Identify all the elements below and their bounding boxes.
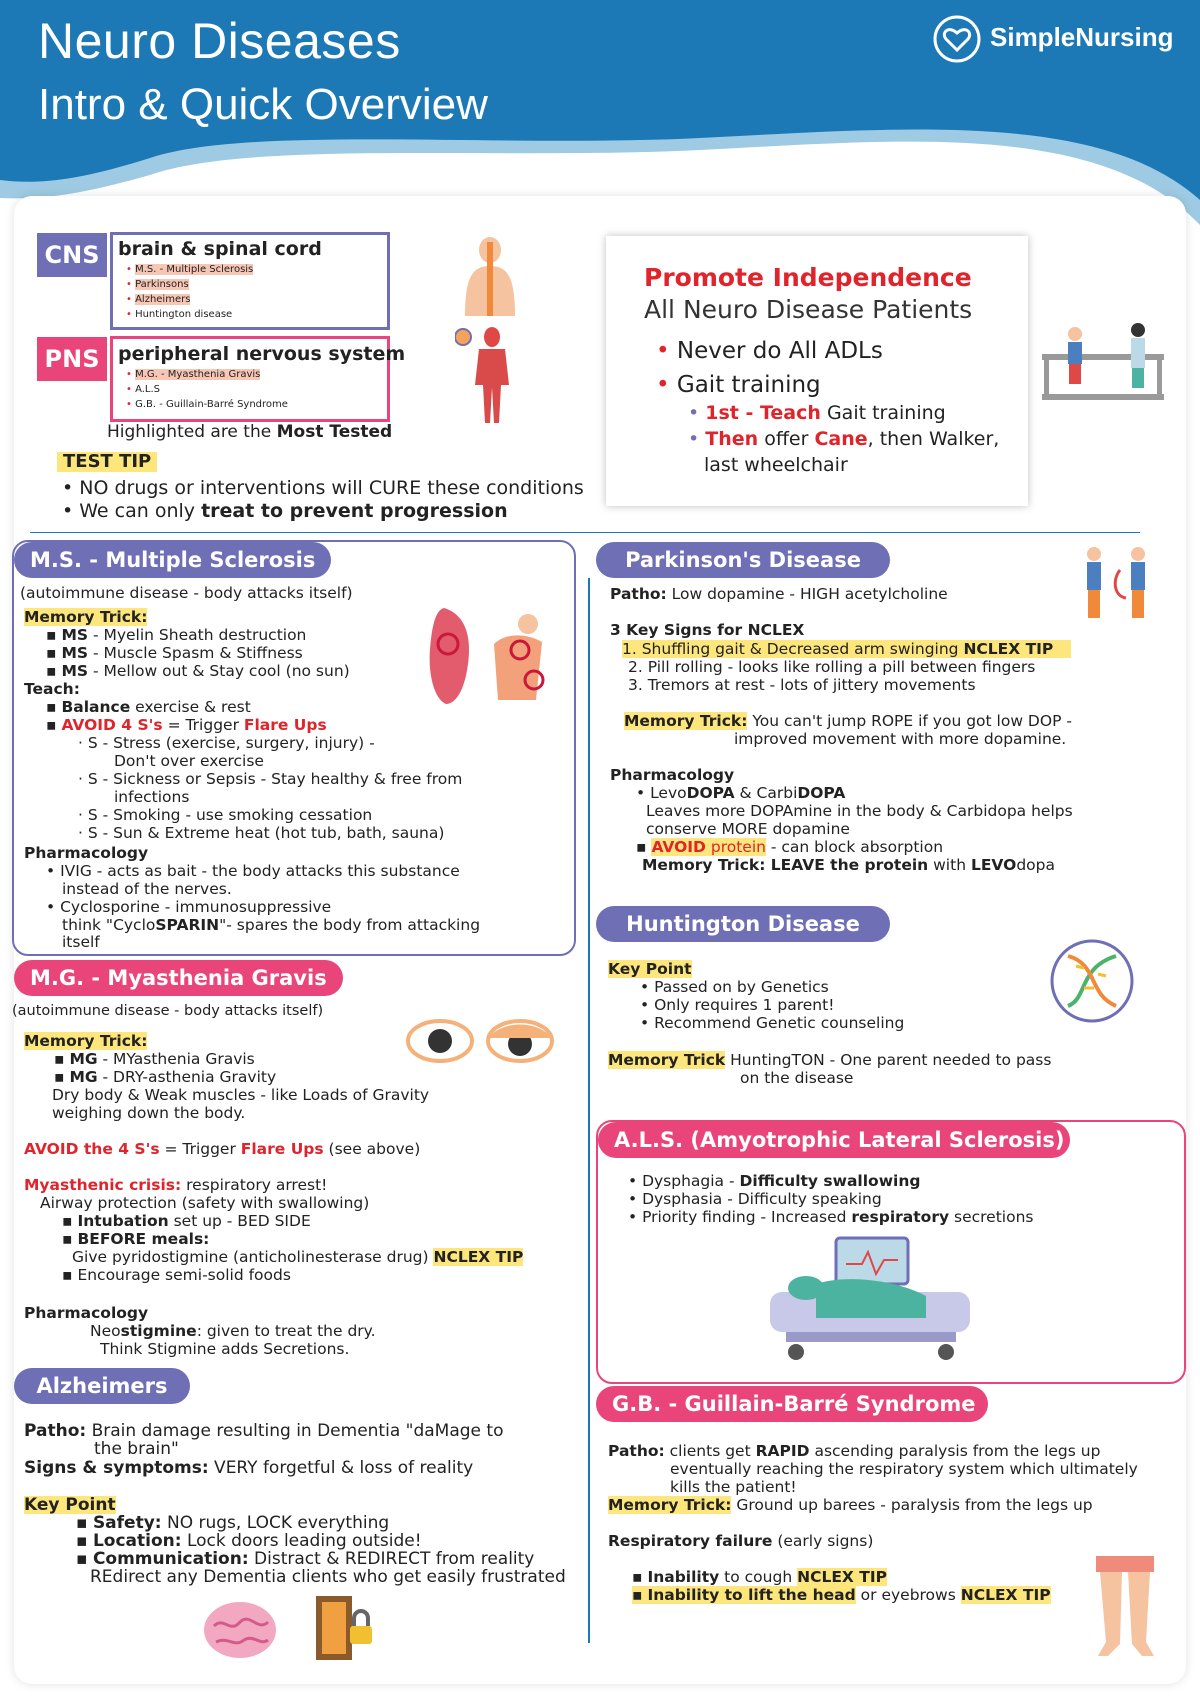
pd-levodopa-3: conserve MORE dopamine	[646, 820, 850, 838]
pd-memory-trick: Memory Trick: You can't jump ROPE if you got low DOP -	[624, 712, 1072, 730]
pns-item-mg: • M.G. - Myasthenia Gravis	[126, 369, 261, 380]
mg-pharm-label: Pharmacology	[24, 1304, 149, 1322]
hd-memory-trick: Memory Trick HuntingTON - One parent needed to pass	[608, 1051, 1052, 1069]
pd-sign-1: 1. Shuffling gait & Decreased arm swinging NCLEX TIP	[622, 640, 1071, 658]
mg-pyridostigmine: Give pyridostigmine (anticholinesterase drug) NCLEX TIP	[72, 1248, 524, 1266]
page-subtitle: Intro & Quick Overview	[38, 80, 488, 129]
pns-item-als: • A.L.S	[126, 384, 161, 395]
section-divider	[30, 532, 1140, 533]
alz-title: Alzheimers	[14, 1368, 190, 1404]
als-dysphasia: • Dysphasia - Difficulty speaking	[628, 1190, 882, 1208]
pns-item-gb: • G.B. - Guillain-Barré Syndrome	[126, 399, 288, 410]
gb-patho-3: kills the patient!	[670, 1478, 797, 1496]
promote-bullet-gait: • Gait training	[656, 372, 821, 398]
nervous-system-body-icon	[455, 325, 515, 425]
pd-title: Parkinson's Disease	[596, 542, 890, 578]
promote-sub-wheelchair: last wheelchair	[704, 454, 848, 476]
mg-before-meals: ▪ BEFORE meals:	[62, 1230, 210, 1248]
pd-memory-trick-2: improved movement with more dopamine.	[734, 730, 1067, 748]
column-divider	[588, 578, 590, 1643]
alz-safety: ▪ Safety: NO rugs, LOCK everything	[76, 1513, 390, 1533]
mg-trick-3: Dry body & Weak muscles - like Loads of Gravity	[52, 1086, 430, 1104]
pd-avoid-protein: ▪ AVOID protein - can block absorption	[636, 838, 944, 856]
gb-inability-cough: ▪ Inability to cough NCLEX TIP	[632, 1568, 887, 1586]
mg-avoid: AVOID the 4 S's = Trigger Flare Ups (see above)	[24, 1140, 421, 1158]
ms-pharm-ivig-2: instead of the nerves.	[62, 880, 232, 898]
pns-title: peripheral nervous system	[118, 343, 406, 365]
hd-key-2: • Only requires 1 parent!	[640, 996, 835, 1014]
parkinsons-gait-icon	[1076, 540, 1166, 626]
alz-communication: ▪ Communication: Distract & REDIRECT from reality	[76, 1549, 535, 1569]
brain-icon	[200, 1598, 280, 1664]
mg-neostigmine: Neostigmine: given to treat the dry.	[90, 1322, 376, 1340]
pd-sign-2: 2. Pill rolling - looks like rolling a pill between fingers	[628, 658, 1036, 676]
brand-name: SimpleNursing	[990, 22, 1174, 52]
cns-title: brain & spinal cord	[118, 238, 322, 260]
als-priority: • Priority finding - Increased respiratory secretions	[628, 1208, 1034, 1226]
ms-s-stress-2: Don't over exercise	[114, 752, 264, 770]
spine-body-icon	[455, 236, 525, 316]
pd-signs-label: 3 Key Signs for NCLEX	[610, 621, 805, 639]
ms-title: M.S. - Multiple Sclerosis	[14, 542, 331, 578]
pns-tag: PNS	[37, 337, 107, 381]
legs-paralysis-icon	[1090, 1552, 1160, 1662]
ms-s-sickness-2: infections	[114, 788, 190, 806]
locked-door-icon	[312, 1592, 382, 1664]
hospital-bed-icon	[766, 1234, 976, 1364]
highlight-note: Highlighted are the Most Tested	[107, 422, 393, 442]
gb-title: G.B. - Guillain-Barré Syndrome	[596, 1386, 988, 1422]
ms-desc: (autoimmune disease - body attacks itself)	[20, 584, 353, 602]
pd-levodopa-2: Leaves more DOPAmine in the body & Carbidopa helps	[646, 802, 1073, 820]
ms-memory-label: Memory Trick:	[24, 608, 148, 626]
gb-patho: Patho: clients get RAPID ascending paralysis from the legs up	[608, 1442, 1101, 1460]
cns-item-ms: • M.S. - Multiple Sclerosis	[126, 264, 254, 275]
mg-semi-solid: ▪ Encourage semi-solid foods	[62, 1266, 291, 1284]
promote-sub-teach: • 1st - Teach Gait training	[688, 402, 946, 424]
mg-think: Think Stigmine adds Secretions.	[100, 1340, 350, 1358]
ms-balance: ▪ Balance exercise & rest	[46, 698, 251, 716]
pd-sign-3: 3. Tremors at rest - lots of jittery movements	[628, 676, 976, 694]
hd-key-3: • Recommend Genetic counseling	[640, 1014, 905, 1032]
ms-avoid: ▪ AVOID 4 S's = Trigger Flare Ups	[46, 716, 327, 734]
ms-trick-2: ▪ MS - Muscle Spasm & Stiffness	[46, 644, 303, 662]
ms-teach-label: Teach:	[24, 680, 80, 698]
cns-item-huntington: • Huntington disease	[126, 309, 233, 320]
hd-key-1: • Passed on by Genetics	[640, 978, 829, 996]
ms-s-smoking: · S - Smoking - use smoking cessation	[78, 806, 373, 824]
pd-patho: Patho: Low dopamine - HIGH acetylcholine	[610, 585, 948, 603]
mg-intubation: ▪ Intubation set up - BED SIDE	[62, 1212, 311, 1230]
promote-title: Promote Independence	[644, 263, 972, 292]
als-title: A.L.S. (Amyotrophic Lateral Sclerosis)	[598, 1122, 1070, 1158]
alz-signs: Signs & symptoms: VERY forgetful & loss of reality	[24, 1458, 474, 1478]
pd-pharm-label: Pharmacology	[610, 766, 735, 784]
hd-memory-trick-2: on the disease	[740, 1069, 854, 1087]
hd-title: Huntington Disease	[596, 906, 890, 942]
test-tip-line-1: • NO drugs or interventions will CURE these conditions	[62, 477, 584, 499]
mg-crisis: Myasthenic crisis: respiratory arrest!	[24, 1176, 328, 1194]
mg-title: M.G. - Myasthenia Gravis	[14, 960, 343, 996]
cns-item-parkinsons: • Parkinsons	[126, 279, 189, 290]
mg-desc: (autoimmune disease - body attacks itself)	[12, 1003, 324, 1019]
ms-trick-1: ▪ MS - Myelin Sheath destruction	[46, 626, 307, 644]
pd-levodopa: • LevoDOPA & CarbiDOPA	[636, 784, 846, 802]
alz-patho-2: the brain"	[94, 1439, 179, 1459]
alz-key-point: Key Point	[24, 1495, 116, 1515]
promote-sub-cane: • Then offer Cane, then Walker,	[688, 428, 1000, 450]
promote-bullet-adl: • Never do All ADLs	[656, 338, 883, 364]
promote-subtitle: All Neuro Disease Patients	[644, 295, 973, 324]
gait-training-icon	[1040, 322, 1166, 404]
test-tip-label: TEST TIP	[57, 452, 157, 472]
mg-airway: Airway protection (safety with swallowing)	[40, 1194, 370, 1212]
brand-logo-icon	[932, 14, 982, 64]
cns-item-alzheimers: • Alzheimers	[126, 294, 191, 305]
gb-memory-trick: Memory Trick: Ground up barees - paralysis from the legs up	[608, 1496, 1093, 1514]
mg-trick-4: weighing down the body.	[52, 1104, 246, 1122]
ms-trick-3: ▪ MS - Mellow out & Stay cool (no sun)	[46, 662, 350, 680]
gb-patho-2: eventually reaching the respiratory system which ultimately	[670, 1460, 1138, 1478]
cns-tag: CNS	[37, 233, 107, 277]
ms-pharm-cyclo-3: itself	[62, 933, 100, 951]
ms-s-sun: · S - Sun & Extreme heat (hot tub, bath, sauna)	[78, 824, 445, 842]
gb-resp-failure: Respiratory failure (early signs)	[608, 1532, 874, 1550]
droopy-eyes-icon	[406, 1016, 556, 1066]
ms-pharm-label: Pharmacology	[24, 844, 149, 862]
als-dysphagia: • Dysphagia - Difficulty swallowing	[628, 1172, 921, 1190]
mg-trick-1: ▪ MG - MYasthenia Gravis	[54, 1050, 255, 1068]
alz-location: ▪ Location: Lock doors leading outside!	[76, 1531, 422, 1551]
test-tip-line-2: • We can only treat to prevent progression	[62, 500, 508, 522]
dna-icon	[1048, 938, 1136, 1024]
ms-pharm-ivig: • IVIG - acts as bait - the body attacks this substance	[46, 862, 460, 880]
alz-redirect: REdirect any Dementia clients who get easily frustrated	[90, 1567, 566, 1587]
mg-memory-label: Memory Trick:	[24, 1032, 148, 1050]
pd-memory-leave: Memory Trick: LEAVE the protein with LEVOdopa	[642, 856, 1055, 874]
hd-key-point: Key Point	[608, 960, 692, 978]
mg-trick-2: ▪ MG - DRY-asthenia Gravity	[54, 1068, 277, 1086]
muscle-pain-icon	[424, 604, 554, 708]
ms-s-sickness: · S - Sickness or Sepsis - Stay healthy & free from	[78, 770, 463, 788]
gb-inability-head: ▪ Inability to lift the head or eyebrows NCLEX TIP	[632, 1586, 1051, 1604]
ms-pharm-cyclo-2: think "CycloSPARIN"- spares the body from attacking	[62, 916, 481, 934]
ms-s-stress: · S - Stress (exercise, surgery, injury) -	[78, 734, 375, 752]
ms-pharm-cyclo: • Cyclosporine - immunosuppressive	[46, 898, 332, 916]
page-title: Neuro Diseases	[38, 13, 401, 69]
alz-patho: Patho: Brain damage resulting in Dementia "daMage to	[24, 1421, 504, 1441]
